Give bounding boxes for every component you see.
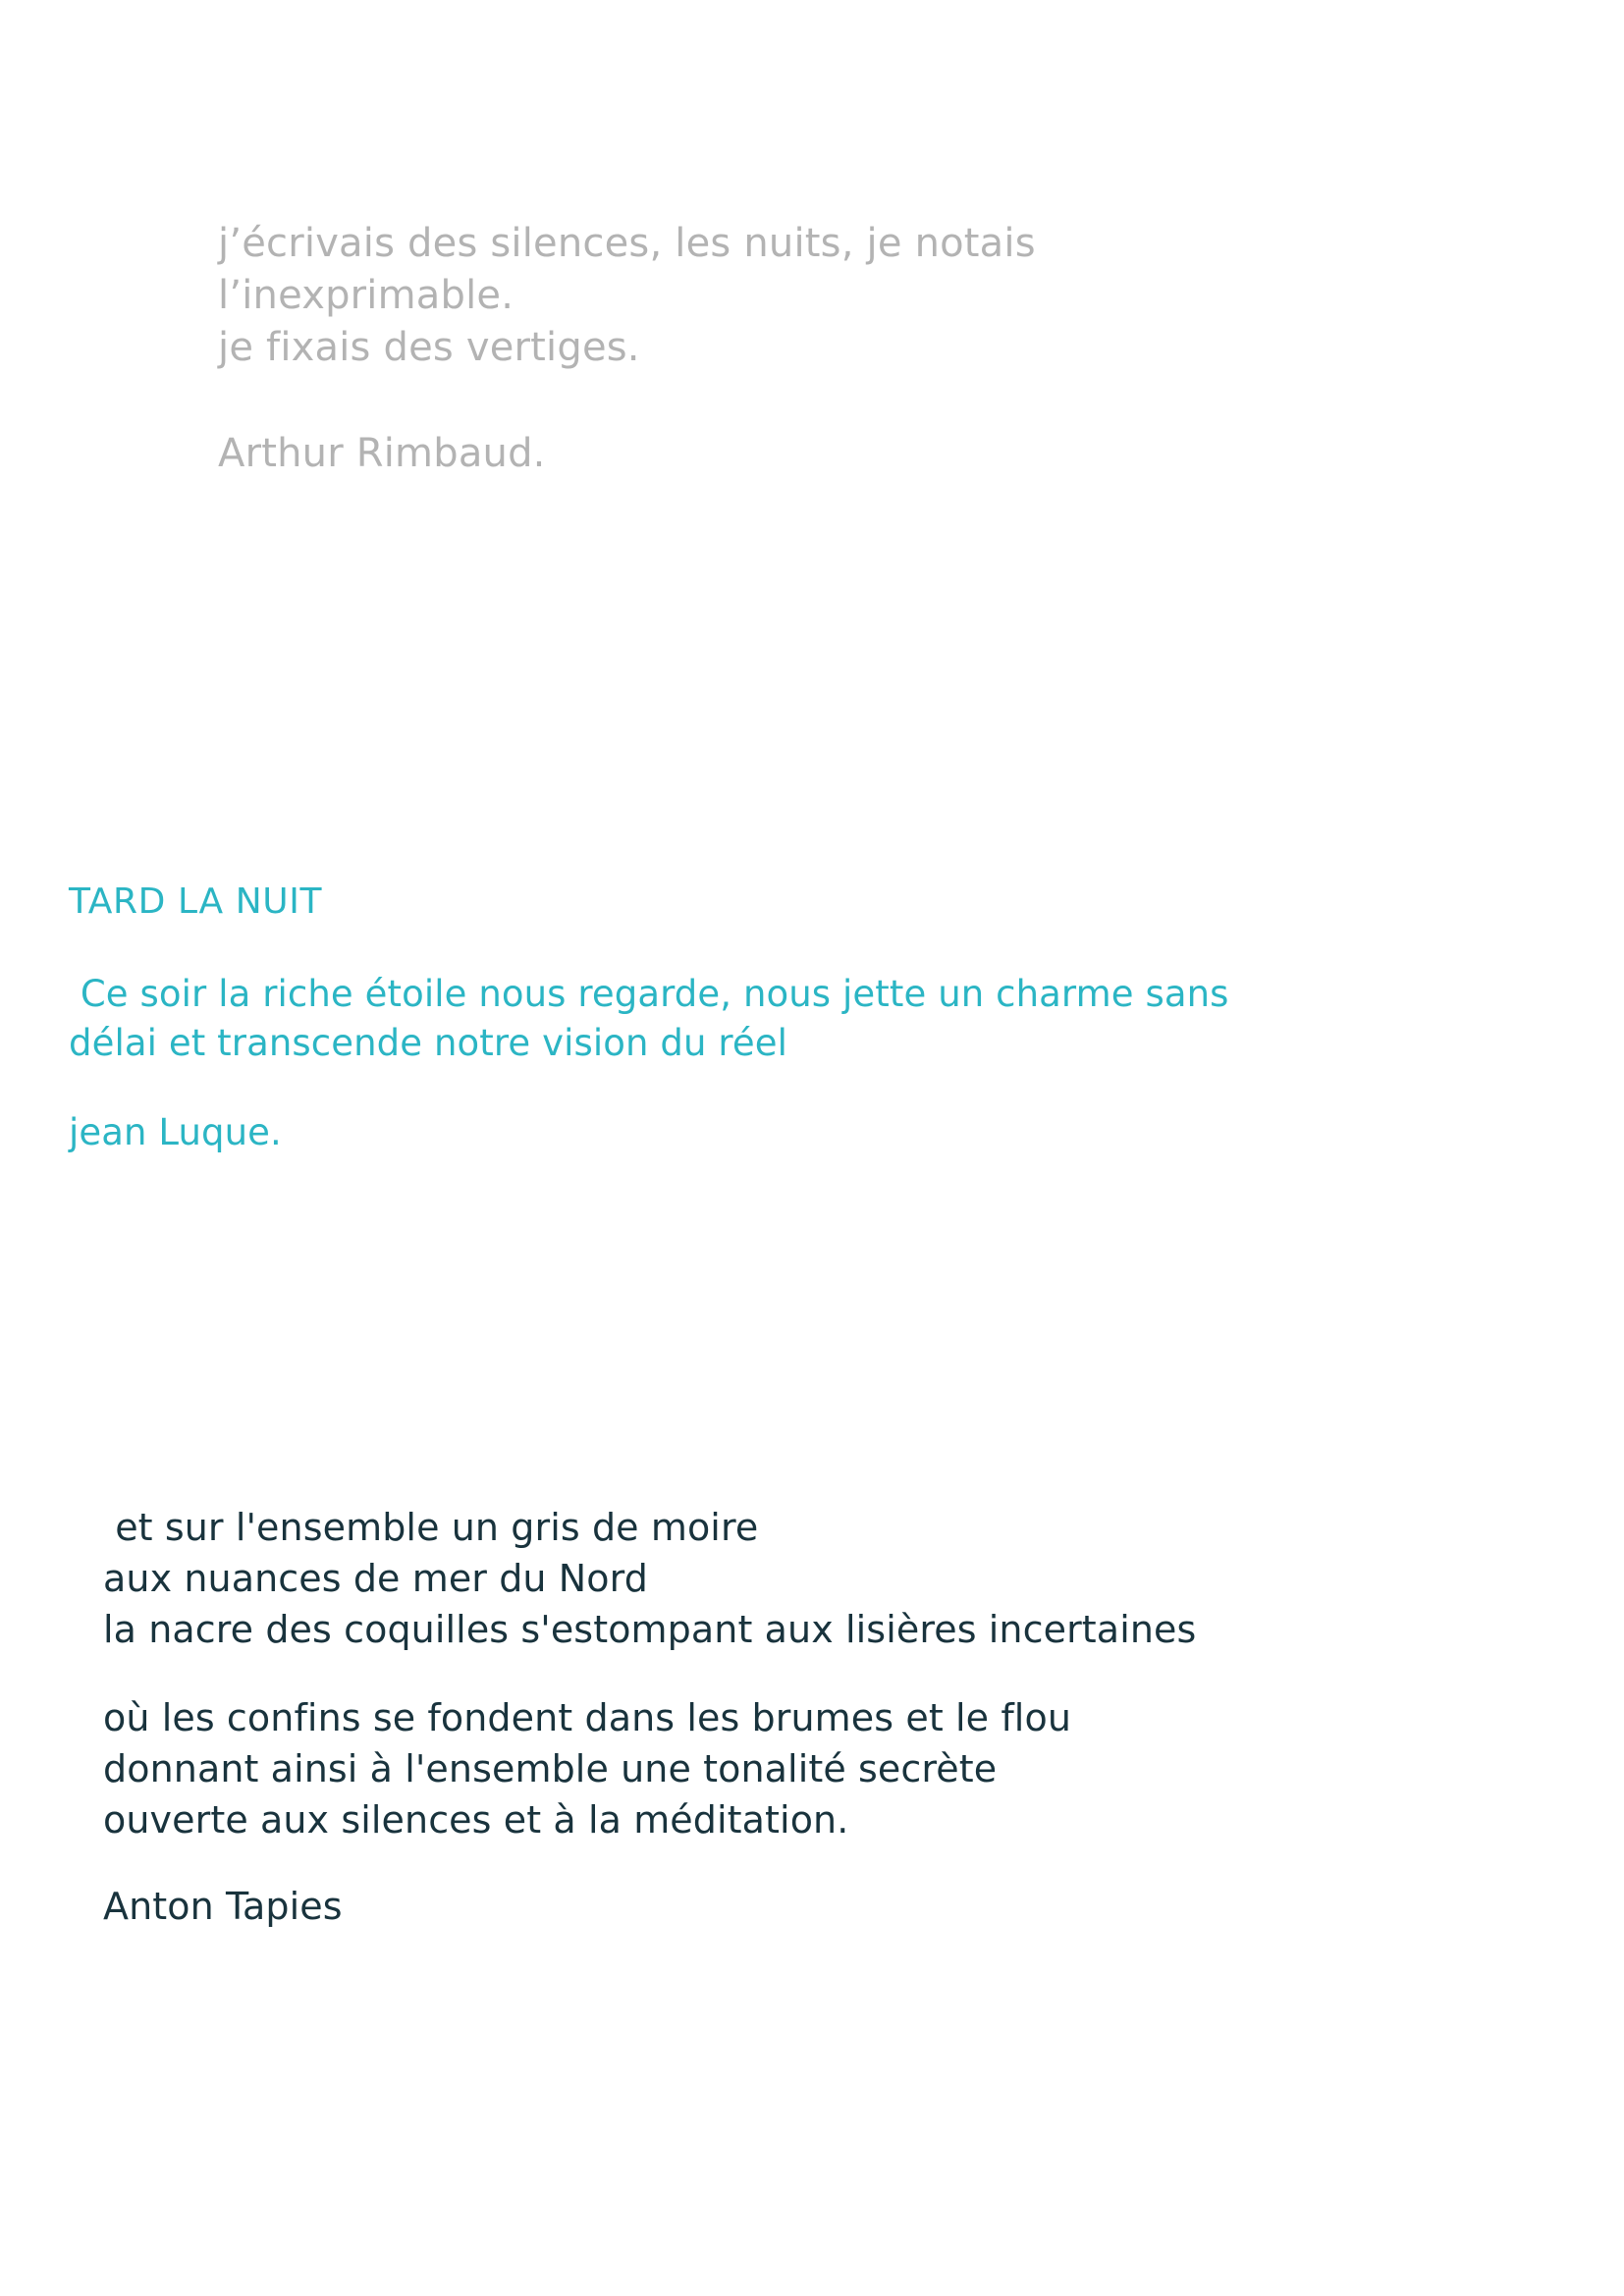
poem-line: aux nuances de mer du Nord [103, 1557, 648, 1601]
quote-block-rimbaud [218, 218, 1445, 480]
poem-attribution-tapies: Anton Tapies [103, 1885, 343, 1929]
paragraph-spacer [69, 927, 1561, 970]
poem-line: ouverte aux silences et à la méditation. [103, 1798, 849, 1842]
paragraph-spacer [69, 1067, 1561, 1108]
poem-block-tapies [103, 1502, 1576, 1932]
poem-line: la nacre des coquilles s'estompant aux lisières incertaines [103, 1608, 1197, 1652]
paragraph-spacer [218, 375, 1445, 428]
poem-line: délai et transcende notre vision du réel [69, 1021, 787, 1064]
poem-block-luque [69, 879, 1561, 1157]
poem-line: donnant ainsi à l'ensemble une tonalité secrète [103, 1747, 998, 1791]
poem-line: où les confins se fondent dans les brumes et le flou [103, 1696, 1072, 1740]
poem-attribution-luque: jean Luque. [69, 1111, 282, 1154]
poem-title: TARD LA NUIT [69, 881, 323, 922]
poem-line: Ce soir la riche étoile nous regarde, nous jette un charme sans [69, 972, 1229, 1015]
poem-line: et sur l'ensemble un gris de moire [103, 1506, 759, 1549]
quote-attribution-rimbaud: Arthur Rimbaud. [218, 430, 546, 476]
quote-line: je fixais des vertiges. [218, 325, 640, 371]
quote-line: l’inexprimable. [218, 273, 514, 319]
quote-line: j’écrivais des silences, les nuits, je notais [218, 221, 1036, 266]
paragraph-spacer [103, 1655, 1576, 1692]
paragraph-spacer [103, 1845, 1576, 1881]
